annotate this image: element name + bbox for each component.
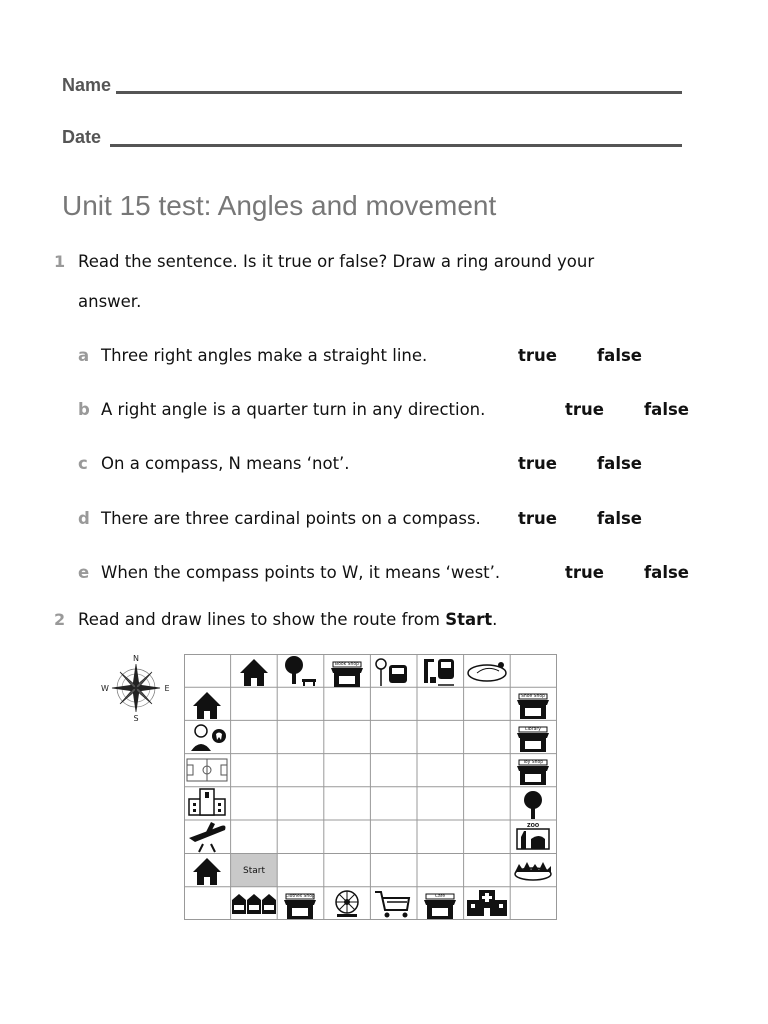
- question-2-text-end: .: [492, 610, 498, 629]
- book-shop-icon: [331, 661, 363, 687]
- item-letter: d: [78, 509, 90, 528]
- train-station-icon: [424, 659, 454, 685]
- item-text: A right angle is a quarter turn in any direction.: [101, 400, 486, 419]
- false-option-d[interactable]: false: [597, 509, 642, 528]
- park-icon: [285, 656, 316, 686]
- house-icon: [193, 692, 221, 719]
- false-option-b[interactable]: false: [644, 400, 689, 419]
- house-icon: [193, 858, 221, 885]
- question-number-1: 1: [54, 252, 66, 271]
- shopping-cart-icon: [375, 892, 409, 918]
- cafe-icon: [424, 893, 456, 919]
- item-text: Three right angles make a straight line.: [101, 346, 428, 365]
- toy-shop-icon: [517, 759, 549, 785]
- cafe-label: Cafe: [434, 894, 446, 899]
- item-letter: c: [78, 454, 88, 473]
- house-icon: [240, 659, 268, 686]
- zoo-label: ZOO: [526, 823, 540, 829]
- item-text: When the compass points to W, it means ‘west’.: [101, 563, 501, 582]
- zoo-icon: [517, 823, 549, 849]
- hospital-icon: [189, 789, 225, 815]
- ferris-wheel-icon: [336, 891, 358, 917]
- date-line[interactable]: [110, 144, 682, 147]
- library-label: Library: [525, 727, 541, 732]
- library-icon: [517, 726, 549, 752]
- lake-icon: [468, 662, 506, 681]
- clothes-shop-icon: [284, 893, 316, 919]
- clothes-shop-label: Clothes Shop: [285, 894, 315, 899]
- shoe-shop-label: Shoe Shop: [521, 694, 545, 699]
- name-label: Name: [62, 75, 112, 95]
- compass-n-label: N: [133, 654, 139, 663]
- compass-icon: [112, 664, 160, 712]
- name-field: [62, 75, 111, 96]
- page-title: Unit 15 test: Angles and movement: [62, 190, 497, 221]
- false-option-e[interactable]: false: [644, 563, 689, 582]
- true-option-a[interactable]: true: [518, 346, 557, 365]
- false-option-a[interactable]: false: [597, 346, 642, 365]
- item-letter: a: [78, 346, 90, 365]
- map-grid[interactable]: [184, 654, 557, 920]
- toy-shop-label: Toy Shop: [522, 760, 544, 765]
- start-label: Start: [243, 866, 265, 876]
- true-option-e[interactable]: true: [565, 563, 604, 582]
- question-number-2: 2: [54, 610, 66, 629]
- question-1-text-line2: answer.: [78, 292, 142, 311]
- dentist-icon: [191, 725, 226, 751]
- question-1-text-line1: Read the sentence. Is it true or false? Draw a ring around your: [78, 252, 595, 271]
- start-word: Start: [445, 610, 493, 629]
- true-option-c[interactable]: true: [518, 454, 557, 473]
- question-2-text: [78, 610, 497, 629]
- compass-rose: [100, 652, 172, 724]
- football-pitch-icon: [187, 759, 227, 781]
- bus-stop-icon: [376, 659, 407, 686]
- item-letter: e: [78, 563, 90, 582]
- item-text: There are three cardinal points on a compass.: [101, 509, 481, 528]
- true-option-d[interactable]: true: [518, 509, 557, 528]
- book-shop-label: Book Shop: [335, 662, 359, 667]
- pond-icon: [515, 862, 551, 880]
- name-line[interactable]: [116, 91, 682, 94]
- shoe-shop-icon: [517, 693, 549, 719]
- item-text: On a compass, N means ‘not’.: [101, 454, 350, 473]
- question-2-text-main: Read and draw lines to show the route from: [78, 610, 446, 629]
- true-option-b[interactable]: true: [565, 400, 604, 419]
- airport-icon: [189, 822, 226, 852]
- date-label: Date: [62, 127, 102, 147]
- compass-s-label: S: [133, 714, 139, 723]
- date-field: [62, 127, 101, 148]
- compass-e-label: E: [164, 684, 170, 693]
- hospital-icon: [467, 890, 507, 916]
- tree-icon: [524, 791, 542, 819]
- item-letter: b: [78, 400, 90, 419]
- false-option-c[interactable]: false: [597, 454, 642, 473]
- shops-row-icon: [232, 894, 276, 914]
- compass-w-label: W: [101, 684, 109, 693]
